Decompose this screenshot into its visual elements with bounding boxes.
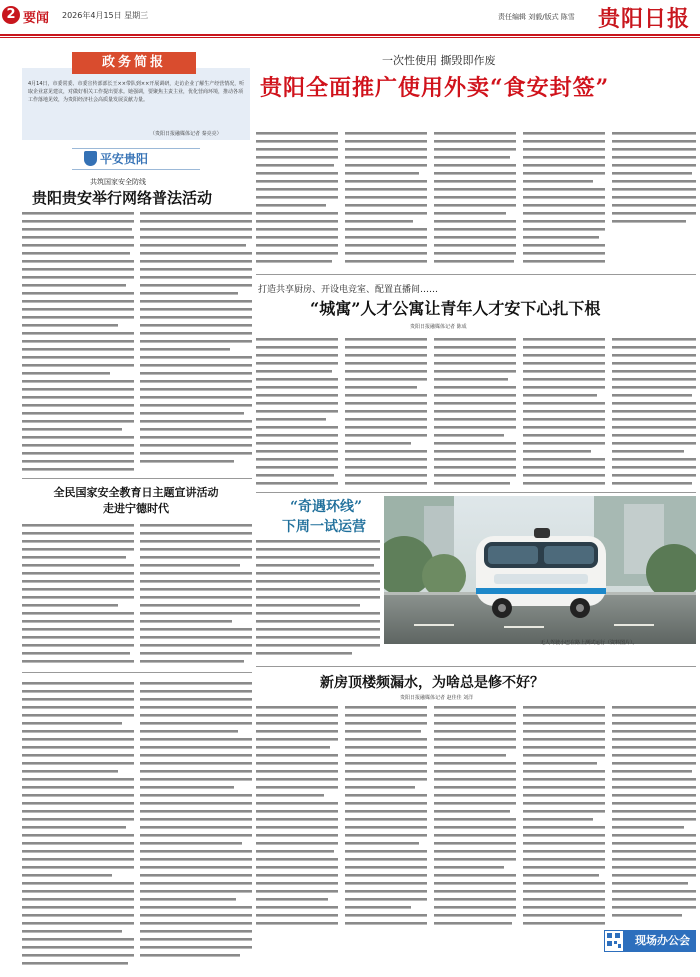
education-body-col1 <box>22 522 134 668</box>
talent-body <box>256 336 696 488</box>
brief-title: 政务简报 <box>72 52 196 74</box>
brief-source: （贵阳日报融媒体记者 秦亮亮） <box>150 131 222 137</box>
education-body-col2 <box>140 522 252 668</box>
bus-body <box>476 528 606 606</box>
masthead-rule <box>0 34 700 36</box>
brief-body: 4月14日，市委常委、市委宣传部部长王××带队到××开展调研，走访企业了解生产经营情况，听取企业意见建议，对做好相关工作提出要求。她强调，要聚焦主责主业，优化营商环境，推动各项工作落地见效，为贵阳经济社会高质量发展贡献力量。 <box>28 81 245 104</box>
qr-code-icon <box>604 930 624 952</box>
ping-an-body-col1 <box>22 210 134 472</box>
section-name: 要闻 <box>23 11 50 26</box>
talent-kicker: 打造共享厨房、开设电竞室、配置直播间…… <box>258 285 439 295</box>
office-meeting-badge: 现场办公会 <box>624 930 696 952</box>
autonomous-bus-photo <box>384 496 696 644</box>
newspaper-logo: 贵阳日报 <box>598 6 691 32</box>
section-divider <box>256 492 696 493</box>
lead-body <box>256 128 696 268</box>
lead-headline: 贵阳全面推广使用外卖“食安封签” <box>260 75 610 101</box>
roof-headline: 新房顶楼频漏水，为啥总是修不好？ <box>320 675 544 691</box>
loop-headline-line1: “奇遇环线” <box>290 499 363 515</box>
loop-body <box>256 538 380 662</box>
body-text-texture <box>256 538 380 662</box>
body-text-texture <box>256 128 696 268</box>
section-divider <box>22 478 252 479</box>
loop-headline-line2: 下周一试运营 <box>282 519 366 535</box>
ping-an-body-col2 <box>140 210 252 472</box>
ping-an-kicker: 共筑国家安全防线 <box>90 178 146 186</box>
shield-icon <box>84 151 97 166</box>
talent-headline: “城寓”人才公寓让青年人才安下心扎下根 <box>310 299 601 318</box>
body-text-texture <box>140 210 252 472</box>
body-text-texture <box>22 210 134 472</box>
talent-byline: 贵阳日报融媒体记者 陈成 <box>410 324 467 330</box>
section-divider <box>22 672 252 673</box>
section-divider <box>256 274 696 275</box>
issue-date: 2026年4月15日 星期三 <box>62 11 149 20</box>
section-divider <box>256 666 696 667</box>
body-text-texture <box>256 336 696 488</box>
bus-photo-illustration <box>384 496 696 644</box>
editor-credits: 责任编辑 刘毅/版式 陈雪 <box>498 13 575 21</box>
ping-an-headline: 贵阳贵安举行网络普法活动 <box>32 189 213 207</box>
photo-caption: 无人驾驶小巴在路上测试运行（资料图片）。 <box>540 640 638 646</box>
ping-an-logo: 平安贵阳 <box>100 152 149 166</box>
lower-left-article <box>22 678 252 968</box>
page-number: 2 <box>2 6 20 24</box>
body-text-texture <box>22 522 134 668</box>
masthead-thin-rule <box>0 37 700 38</box>
roof-body <box>256 704 696 928</box>
body-text-texture <box>140 522 252 668</box>
education-headline: 全民国家安全教育日主题宣讲活动 走进宁德时代 <box>53 486 219 515</box>
lead-kicker: 一次性使用 撕毁即作废 <box>382 54 496 67</box>
body-text-texture <box>22 678 252 968</box>
roof-byline: 贵阳日报融媒体记者 赵佳佳 刘洋 <box>400 695 474 701</box>
masthead <box>0 0 700 34</box>
body-text-texture <box>256 704 696 928</box>
